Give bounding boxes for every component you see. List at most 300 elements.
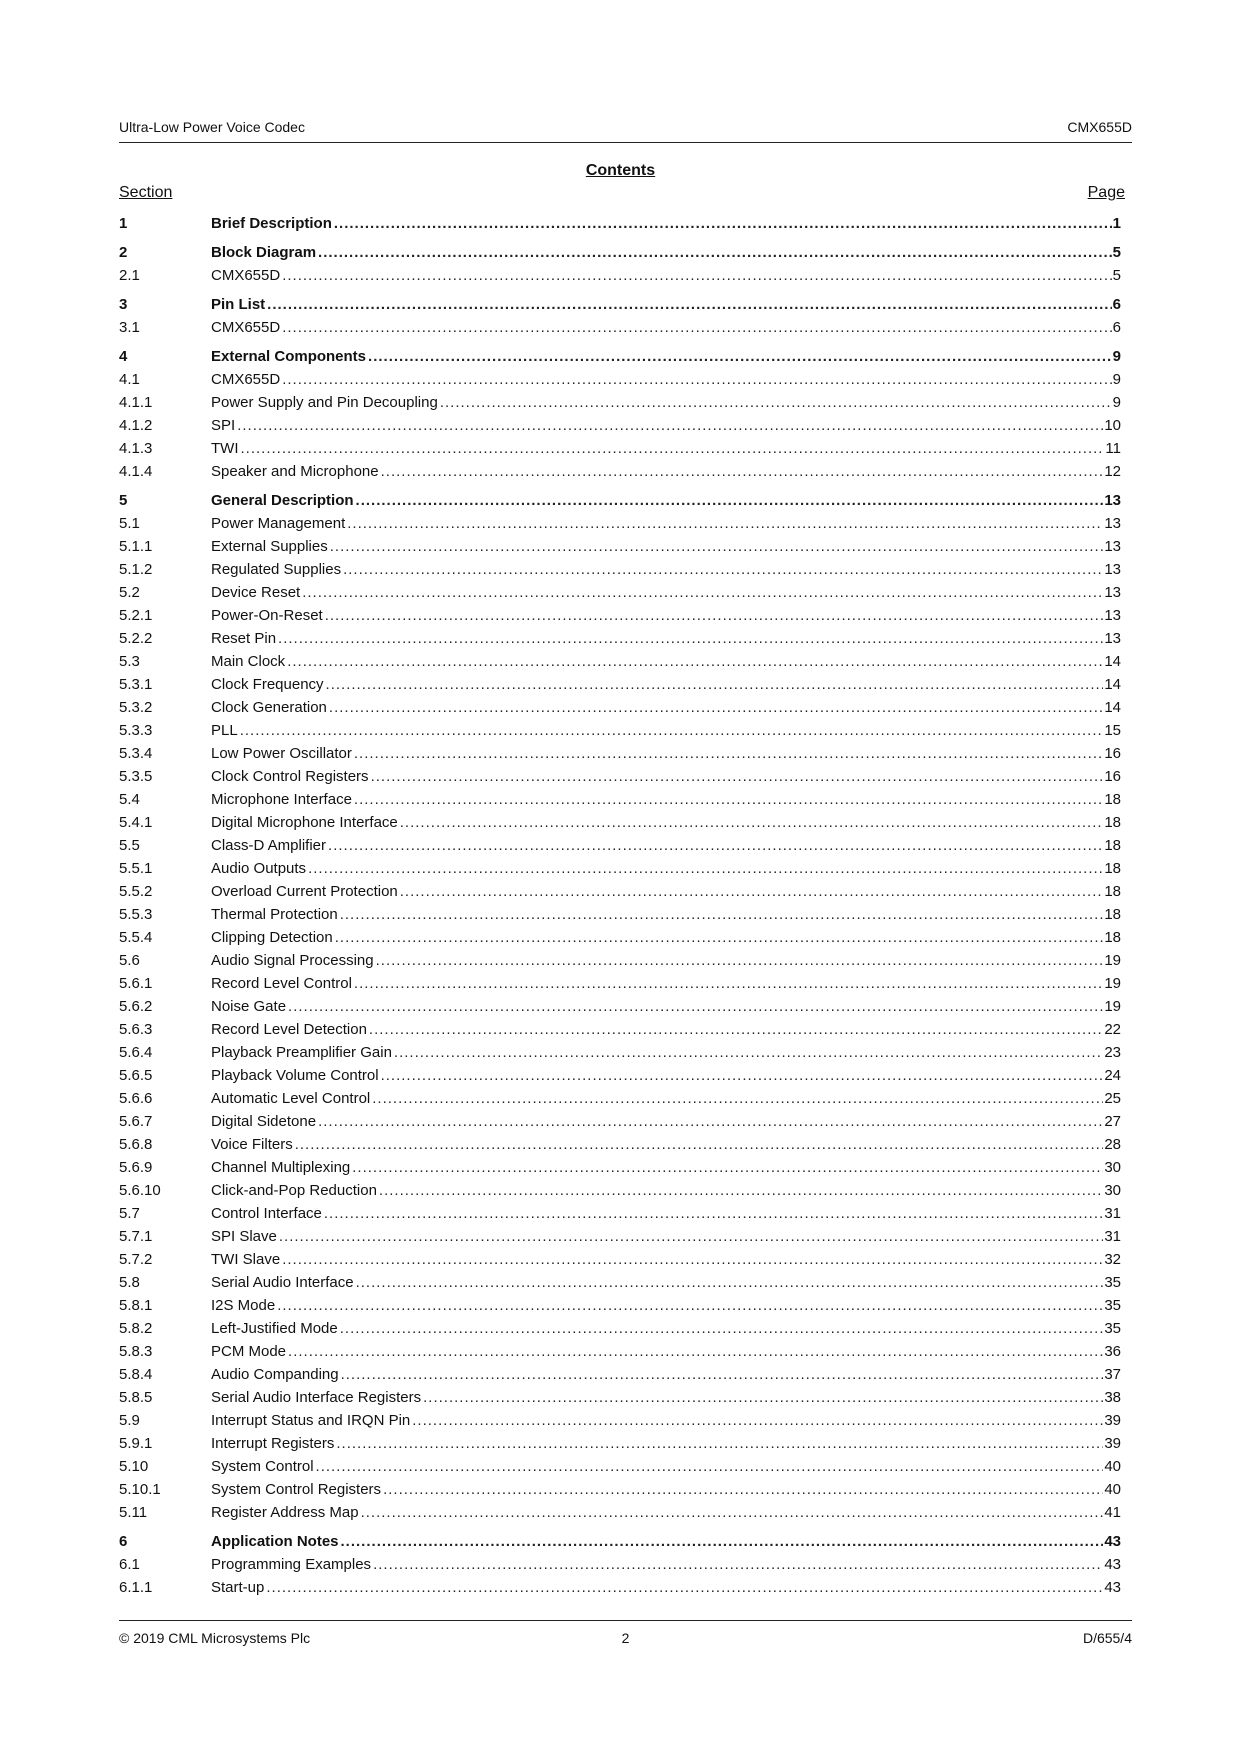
toc-entry[interactable] [119,811,1121,834]
toc-entry-line [211,765,1121,788]
toc-section-number: 5.5.3 [119,906,153,923]
toc-section-number: 5.6.1 [119,975,153,992]
toc-section-title: Clock Frequency [211,673,326,696]
toc-section-number: 4 [119,348,128,365]
toc-entry-line [211,673,1121,696]
toc-dot-leader [277,1294,1103,1317]
toc-page-number: 39 [1104,1435,1121,1452]
toc-dot-leader [372,1087,1103,1110]
toc-entry[interactable] [119,972,1121,995]
toc-section-title: Left-Justified Mode [211,1317,340,1340]
toc-entry[interactable] [119,765,1121,788]
toc-dot-leader [335,926,1104,949]
toc-entry-line [211,1363,1121,1386]
toc-section-number: 5.5.1 [119,860,153,877]
toc-page-number: 5 [1112,267,1121,284]
toc-entry-line [211,1386,1121,1409]
toc-dot-leader [237,414,1103,437]
toc-entry-line [211,1576,1121,1599]
toc-section-title: Voice Filters [211,1133,295,1156]
toc-section-number: 5 [119,492,128,509]
toc-entry[interactable] [119,834,1121,857]
toc-entry-line [211,489,1121,512]
toc-section-number: 2 [119,244,128,261]
toc-page-number: 18 [1104,860,1121,877]
toc-entry-line [211,1248,1121,1271]
toc-entry-line [211,414,1121,437]
toc-dot-leader [318,241,1112,264]
toc-page-number: 35 [1104,1297,1121,1314]
toc-section-title: Speaker and Microphone [211,460,381,483]
toc-page-number: 40 [1104,1458,1121,1475]
toc-dot-leader [371,765,1104,788]
toc-entry[interactable] [119,1501,1121,1524]
toc-entry[interactable] [119,949,1121,972]
section-column-heading: Section [119,184,173,201]
toc-section-number: 5.1 [119,515,140,532]
toc-section-number: 5.7.1 [119,1228,153,1245]
toc-section-number: 5.6.3 [119,1021,153,1038]
toc-entry[interactable] [119,673,1121,696]
toc-page-number: 14 [1104,676,1121,693]
toc-dot-leader [369,1018,1103,1041]
toc-page-number: 30 [1104,1159,1121,1176]
toc-section-number: 5.6.5 [119,1067,153,1084]
toc-entry-line [211,437,1121,460]
toc-section-title: Record Level Detection [211,1018,369,1041]
toc-entry-line [211,1271,1121,1294]
toc-page-number: 6 [1112,319,1121,336]
toc-dot-leader [324,1202,1103,1225]
toc-page-number: 30 [1104,1182,1121,1199]
toc-section-title: Power Supply and Pin Decoupling [211,391,440,414]
toc-page-number: 19 [1104,998,1121,1015]
toc-entry[interactable] [119,1553,1121,1576]
toc-entry[interactable] [119,1064,1121,1087]
footer-rule [119,1620,1132,1621]
toc-entry[interactable] [119,650,1121,673]
toc-section-number: 5.3 [119,653,140,670]
toc-dot-leader [302,581,1103,604]
toc-dot-leader [354,742,1103,765]
toc-section-number: 5.10.1 [119,1481,161,1498]
toc-dot-leader [383,1478,1103,1501]
toc-dot-leader [352,1156,1103,1179]
toc-page-number: 36 [1104,1343,1121,1360]
toc-entry-line [211,696,1121,719]
toc-section-title: Playback Volume Control [211,1064,381,1087]
toc-section-title: Audio Companding [211,1363,341,1386]
toc-page-number: 22 [1104,1021,1121,1038]
toc-dot-leader [400,880,1104,903]
toc-page-number: 18 [1104,791,1121,808]
toc-section-title: Audio Signal Processing [211,949,376,972]
toc-entry-line [211,581,1121,604]
toc-entry[interactable] [119,1271,1121,1294]
toc-page-number: 18 [1104,837,1121,854]
toc-dot-leader [394,1041,1103,1064]
toc-section-title: I2S Mode [211,1294,277,1317]
toc-section-title: Block Diagram [211,241,318,264]
toc-entry[interactable] [119,368,1121,391]
toc-section-number: 5.6.2 [119,998,153,1015]
toc-page-number: 23 [1104,1044,1121,1061]
toc-entry[interactable] [119,1202,1121,1225]
toc-section-number: 5.6 [119,952,140,969]
toc-dot-leader [354,972,1103,995]
toc-entry-line [211,903,1121,926]
toc-page-number: 13 [1104,492,1121,509]
toc-section-number: 5.11 [119,1504,148,1521]
toc-section-title: External Supplies [211,535,330,558]
toc-entry-line [211,241,1121,264]
toc-entry[interactable] [119,293,1121,316]
header-rule [119,142,1132,143]
toc-entry-line [211,1317,1121,1340]
toc-dot-leader [347,512,1103,535]
toc-dot-leader [373,1553,1103,1576]
toc-section-title: CMX655D [211,316,282,339]
toc-entry-line [211,1225,1121,1248]
toc-section-number: 4.1 [119,371,140,388]
toc-section-number: 5.9 [119,1412,140,1429]
toc-page-number: 37 [1104,1366,1121,1383]
toc-section-title: Automatic Level Control [211,1087,372,1110]
contents-title: Contents [585,162,656,179]
toc-section-title: Serial Audio Interface Registers [211,1386,423,1409]
toc-section-title: Power Management [211,512,347,535]
toc-entry[interactable] [119,512,1121,535]
toc-entry[interactable] [119,1294,1121,1317]
toc-section-number: 3 [119,296,128,313]
toc-dot-leader [316,1455,1104,1478]
toc-entry-line [211,1294,1121,1317]
toc-section-title: Noise Gate [211,995,288,1018]
toc-entry-line [211,1340,1121,1363]
toc-page-number: 11 [1105,440,1121,457]
toc-entry[interactable] [119,345,1121,368]
toc-entry[interactable] [119,558,1121,581]
toc-dot-leader [308,857,1103,880]
toc-entry-line [211,1110,1121,1133]
toc-dot-leader [328,834,1103,857]
toc-section-number: 5.4 [119,791,140,808]
toc-entry-line [211,512,1121,535]
toc-dot-leader [423,1386,1103,1409]
toc-entry[interactable] [119,1087,1121,1110]
toc-section-number: 5.6.8 [119,1136,153,1153]
toc-section-title: Interrupt Registers [211,1432,336,1455]
toc-entry[interactable] [119,1409,1121,1432]
toc-section-number: 6 [119,1533,128,1550]
toc-entry[interactable] [119,857,1121,880]
toc-page-number: 10 [1104,417,1121,434]
toc-entry[interactable] [119,212,1121,235]
toc-page-number: 25 [1104,1090,1121,1107]
toc-dot-leader [325,604,1104,627]
toc-section-number: 5.3.4 [119,745,153,762]
toc-page-number: 35 [1104,1274,1121,1291]
toc-section-number: 5.5.4 [119,929,153,946]
toc-entry[interactable] [119,1432,1121,1455]
toc-dot-leader [356,489,1104,512]
toc-entry[interactable] [119,1340,1121,1363]
toc-entry[interactable] [119,788,1121,811]
toc-entry[interactable] [119,1110,1121,1133]
toc-section-title: CMX655D [211,264,282,287]
toc-page-number: 18 [1104,906,1121,923]
toc-dot-leader [282,368,1111,391]
toc-section-title: System Control [211,1455,316,1478]
toc-entry[interactable] [119,880,1121,903]
toc-section-number: 5.2 [119,584,140,601]
toc-page-number: 28 [1104,1136,1121,1153]
toc-section-number: 5.8.3 [119,1343,153,1360]
toc-page-number: 18 [1104,929,1121,946]
page-footer [119,1630,1132,1652]
toc-section-title: CMX655D [211,368,282,391]
toc-page-number: 1 [1112,215,1121,232]
toc-entry[interactable] [119,391,1121,414]
toc-section-number: 5.1.1 [119,538,153,555]
page-header [119,119,1132,143]
toc-section-title: External Components [211,345,368,368]
toc-entry-line [211,949,1121,972]
toc-dot-leader [340,903,1104,926]
toc-dot-leader [295,1133,1104,1156]
toc-entry-line [211,1087,1121,1110]
toc-page-number: 14 [1104,653,1121,670]
toc-entry-line [211,880,1121,903]
toc-page-number: 9 [1112,394,1121,411]
toc-entry-line [211,857,1121,880]
toc-section-number: 5.8 [119,1274,140,1291]
toc-section-title: Programming Examples [211,1553,373,1576]
toc-entry-line [211,742,1121,765]
toc-entry[interactable] [119,719,1121,742]
toc-entry-line [211,719,1121,742]
toc-page-number: 5 [1112,244,1121,261]
toc-entry[interactable] [119,1576,1121,1599]
toc-page-number: 19 [1104,952,1121,969]
toc-page-number: 13 [1104,584,1121,601]
toc-section-number: 5.8.4 [119,1366,153,1383]
toc-dot-leader [412,1409,1103,1432]
toc-dot-leader [361,1501,1104,1524]
toc-entry-line [211,926,1121,949]
toc-entry[interactable] [119,1455,1121,1478]
toc-dot-leader [266,1576,1103,1599]
toc-page-number: 9 [1112,348,1121,365]
toc-section-number: 5.6.4 [119,1044,153,1061]
toc-entry[interactable] [119,1041,1121,1064]
footer-copyright: © 2019 CML Microsystems Plc [119,1630,311,1646]
toc-entry[interactable] [119,437,1121,460]
toc-entry[interactable] [119,1156,1121,1179]
toc-entry-line [211,650,1121,673]
toc-entry[interactable] [119,460,1121,483]
toc-section-number: 5.2.1 [119,607,153,624]
toc-entry[interactable] [119,1478,1121,1501]
toc-page-number: 6 [1112,296,1121,313]
toc-section-number: 5.2.2 [119,630,153,647]
toc-page-number: 31 [1104,1228,1121,1245]
toc-dot-leader [329,696,1103,719]
toc-entry[interactable] [119,696,1121,719]
toc-page-number: 43 [1104,1579,1121,1596]
toc-page-number: 32 [1104,1251,1121,1268]
toc-entry[interactable] [119,316,1121,339]
toc-dot-leader [318,1110,1103,1133]
toc-entry[interactable] [119,1530,1121,1553]
toc-dot-leader [288,995,1103,1018]
toc-section-title: Reset Pin [211,627,278,650]
toc-entry[interactable] [119,1248,1121,1271]
toc-entry[interactable] [119,241,1121,264]
toc-section-title: Audio Outputs [211,857,308,880]
toc-section-title: Clock Control Registers [211,765,371,788]
toc-page-number: 13 [1104,515,1121,532]
toc-page-number: 39 [1104,1412,1121,1429]
toc-entry-line [211,345,1121,368]
toc-dot-leader [356,1271,1104,1294]
toc-page-number: 13 [1104,538,1121,555]
toc-section-number: 5.5 [119,837,140,854]
toc-entry-line [211,995,1121,1018]
toc-section-title: Interrupt Status and IRQN Pin [211,1409,412,1432]
toc-section-title: Start-up [211,1576,266,1599]
toc-page-number: 38 [1104,1389,1121,1406]
toc-section-number: 6.1.1 [119,1579,153,1596]
toc-entry-line [211,834,1121,857]
toc-section-number: 5.3.3 [119,722,153,739]
toc-section-title: TWI Slave [211,1248,282,1271]
toc-section-number: 5.8.1 [119,1297,153,1314]
toc-entry[interactable] [119,903,1121,926]
toc-page-number: 41 [1104,1504,1121,1521]
toc-section-title: Digital Microphone Interface [211,811,400,834]
toc-dot-leader [381,460,1104,483]
toc-section-number: 5.6.7 [119,1113,153,1130]
toc-section-title: Thermal Protection [211,903,340,926]
toc-entry-line [211,1478,1121,1501]
toc-dot-leader [341,1363,1104,1386]
toc-section-title: Microphone Interface [211,788,354,811]
toc-entry-line [211,1041,1121,1064]
toc-dot-leader [334,212,1112,235]
toc-dot-leader [326,673,1104,696]
header-document-title: Ultra-Low Power Voice Codec [119,119,305,135]
toc-entry-line [211,811,1121,834]
toc-entry[interactable] [119,1179,1121,1202]
toc-entry[interactable] [119,1363,1121,1386]
toc-section-number: 5.7 [119,1205,140,1222]
toc-dot-leader [282,316,1111,339]
toc-entry-line [211,627,1121,650]
toc-dot-leader [440,391,1112,414]
toc-entry[interactable] [119,581,1121,604]
toc-entry-line [211,1501,1121,1524]
toc-entry[interactable] [119,627,1121,650]
toc-entry[interactable] [119,414,1121,437]
toc-entry-line [211,1018,1121,1041]
toc-dot-leader [336,1432,1103,1455]
toc-entry[interactable] [119,489,1121,512]
table-of-contents [119,212,1121,1599]
toc-section-number: 4.1.1 [119,394,153,411]
toc-page-number: 27 [1104,1113,1121,1130]
toc-section-title: Brief Description [211,212,334,235]
toc-entry-line [211,316,1121,339]
toc-page-number: 9 [1112,371,1121,388]
toc-entry-line [211,558,1121,581]
toc-section-title: Device Reset [211,581,302,604]
toc-entry-line [211,1530,1121,1553]
toc-entry[interactable] [119,995,1121,1018]
toc-dot-leader [376,949,1104,972]
toc-section-number: 5.8.2 [119,1320,153,1337]
toc-dot-leader [278,627,1103,650]
toc-section-title: System Control Registers [211,1478,383,1501]
toc-entry[interactable] [119,1225,1121,1248]
toc-dot-leader [240,719,1104,742]
toc-section-title: PLL [211,719,240,742]
toc-entry[interactable] [119,1018,1121,1041]
toc-section-number: 5.5.2 [119,883,153,900]
toc-dot-leader [354,788,1103,811]
toc-entry-line [211,1455,1121,1478]
toc-section-number: 5.6.9 [119,1159,153,1176]
toc-section-number: 4.1.3 [119,440,153,457]
toc-section-title: Playback Preamplifier Gain [211,1041,394,1064]
page-column-heading: Page [1087,184,1125,201]
toc-entry-line [211,1156,1121,1179]
toc-dot-leader [288,1340,1103,1363]
toc-dot-leader [282,1248,1103,1271]
toc-entry[interactable] [119,1133,1121,1156]
toc-section-title: Power-On-Reset [211,604,325,627]
toc-page-number: 31 [1104,1205,1121,1222]
toc-section-title: Pin List [211,293,267,316]
toc-entry-line [211,604,1121,627]
toc-section-title: General Description [211,489,356,512]
toc-section-number: 5.3.1 [119,676,153,693]
toc-section-title: Register Address Map [211,1501,361,1524]
toc-entry-line [211,460,1121,483]
toc-entry[interactable] [119,604,1121,627]
toc-page-number: 35 [1104,1320,1121,1337]
toc-page-number: 18 [1104,883,1121,900]
toc-entry[interactable] [119,742,1121,765]
toc-entry[interactable] [119,1317,1121,1340]
toc-section-number: 5.4.1 [119,814,153,831]
toc-entry-line [211,293,1121,316]
toc-section-title: Serial Audio Interface [211,1271,356,1294]
footer-page-number: 2 [621,1630,630,1646]
toc-page-number: 18 [1104,814,1121,831]
toc-dot-leader [340,1317,1104,1340]
toc-page-number: 13 [1104,630,1121,647]
toc-entry[interactable] [119,264,1121,287]
toc-page-number: 16 [1104,745,1121,762]
toc-entry-line [211,1553,1121,1576]
toc-entry-line [211,264,1121,287]
toc-dot-leader [343,558,1103,581]
toc-entry[interactable] [119,535,1121,558]
toc-entry[interactable] [119,926,1121,949]
toc-entry[interactable] [119,1386,1121,1409]
toc-entry-line [211,788,1121,811]
